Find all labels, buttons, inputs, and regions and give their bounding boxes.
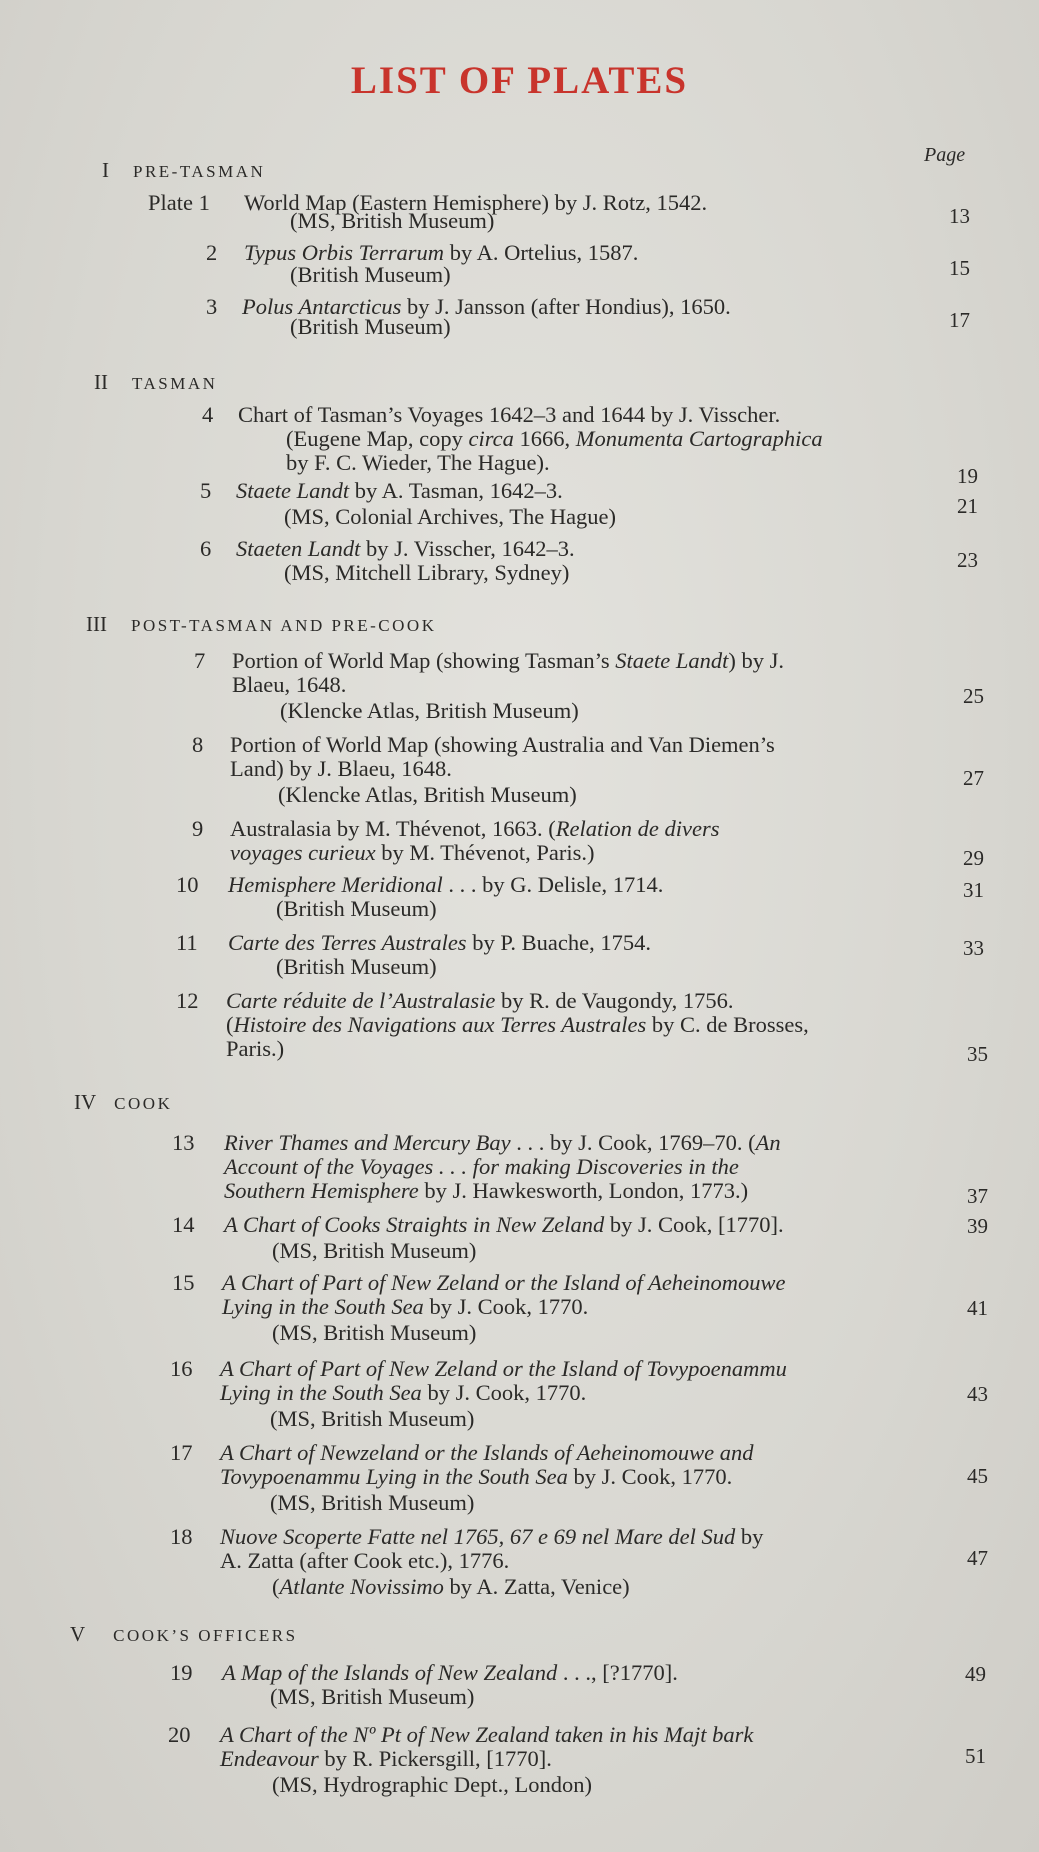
plate-number: 19 [170, 1660, 193, 1685]
plate-source: (Eugene Map, copy [286, 426, 469, 451]
plate-number: 12 [176, 988, 199, 1013]
page-number: 35 [967, 1042, 988, 1066]
page-number: 51 [965, 1744, 986, 1768]
page-number: 47 [967, 1546, 988, 1570]
plate-description: . . . by J. Cook, 1769–70. ( [510, 1130, 756, 1155]
page-number: 29 [963, 846, 984, 870]
plate-source: (MS, British Museum) [270, 1406, 475, 1431]
plate-source: by F. C. Wieder, The Hague). [286, 450, 550, 475]
plate-title: Typus Orbis Terrarum [244, 240, 445, 265]
plate-source: (British Museum) [276, 896, 437, 921]
plate-number: 17 [170, 1440, 193, 1465]
plate-title: voyages curieux [230, 840, 376, 865]
page-number: 31 [963, 878, 984, 902]
page-number: 37 [967, 1184, 988, 1208]
plate-description: by J. Jansson (after Hondius), 1650. [401, 294, 731, 319]
plate-title: Endeavour [220, 1746, 319, 1771]
section-heading-4 [74, 1090, 172, 1115]
plate-description: by J. Cook, 1770. [421, 1380, 587, 1405]
plate-source: 1666, [513, 426, 576, 451]
page-number: 17 [949, 308, 970, 332]
section-title: POST-TASMAN AND PRE-COOK [130, 616, 437, 635]
plate-number: 18 [170, 1524, 193, 1549]
plate-title: Lying in the South Sea [222, 1294, 424, 1319]
plate-source: (British Museum) [276, 954, 437, 979]
section-title: TASMAN [132, 374, 218, 393]
plate-source: (British Museum) [290, 314, 451, 339]
page-number: 27 [963, 766, 984, 790]
section-numeral: IV [74, 1090, 97, 1114]
plate-description: by C. de Brosses, [646, 1012, 809, 1037]
plate-title: Histoire des Navigations aux Terres Australes [233, 1012, 647, 1037]
plate-source-italic: Monumenta Cartographica [575, 426, 823, 451]
section-heading-1 [102, 158, 265, 183]
page-number: 19 [957, 464, 978, 488]
plate-description: by J. Cook, [1770]. [604, 1212, 784, 1237]
page-number: 25 [963, 684, 984, 708]
plate-number: 7 [194, 648, 206, 673]
plate-source: (MS, British Museum) [270, 1490, 475, 1515]
plate-number: 11 [176, 930, 198, 955]
plate-number: Plate 1 [148, 190, 210, 215]
section-title: COOK [114, 1094, 173, 1113]
plate-title: Staeten Landt [236, 536, 361, 561]
plate-title: A Map of the Islands of New Zealand [222, 1660, 558, 1685]
page-number: 15 [949, 256, 970, 280]
plate-title: Relation de divers [555, 816, 720, 841]
plate-source: (MS, British Museum) [272, 1238, 477, 1263]
plate-source: (MS, British Museum) [290, 208, 495, 233]
plate-number: 5 [200, 478, 212, 503]
plate-description: Portion of World Map (showing Tasman’s [232, 648, 616, 673]
plate-title: Nuove Scoperte Fatte nel 1765, 67 e 69 nel Mare del Sud [220, 1524, 736, 1549]
plate-title: Staete Landt [236, 478, 350, 503]
plate-description: Blaeu, 1648. [232, 672, 347, 697]
plate-number: 6 [200, 536, 212, 561]
plate-description: by R. de Vaugondy, 1756. [495, 988, 734, 1013]
plate-number: 8 [192, 732, 204, 757]
plate-description: World Map (Eastern Hemisphere) by J. Rotz, 1542. [244, 190, 708, 215]
page-number: 45 [967, 1464, 988, 1488]
plate-title: Tovypoenammu Lying in the South Sea [220, 1464, 568, 1489]
plate-title: A Chart of the Nº Pt of New Zealand taken in his Majt bark [220, 1722, 754, 1747]
plate-description: ( [226, 1012, 234, 1037]
plate-title: Lying in the South Sea [220, 1380, 422, 1405]
plate-description: by R. Pickersgill, [1770]. [318, 1746, 552, 1771]
plate-source-italic: Atlante Novissimo [279, 1574, 444, 1599]
plate-description: by J. Cook, 1770. [423, 1294, 589, 1319]
plate-title: A Chart of Part of New Zeland or the Island of Aeheinomouwe [222, 1270, 786, 1295]
plate-title: Carte réduite de l’Australasie [226, 988, 496, 1013]
plate-description: by J. Cook, 1770. [567, 1464, 733, 1489]
plate-description: by M. Thévenot, Paris.) [375, 840, 595, 865]
plate-title: Account of the Voyages . . . for making Discoveries in the [224, 1154, 739, 1179]
section-numeral: II [94, 370, 108, 394]
plate-number: 16 [170, 1356, 193, 1381]
plate-source: (MS, British Museum) [272, 1320, 477, 1345]
section-numeral: III [86, 612, 107, 636]
page-number: 41 [967, 1296, 988, 1320]
section-heading-3 [86, 612, 436, 637]
plate-source: (MS, British Museum) [270, 1684, 475, 1709]
plate-number: 9 [192, 816, 204, 841]
page-column-header: Page [924, 144, 966, 166]
plate-number: 3 [206, 294, 218, 319]
plate-description: by A. Tasman, 1642–3. [349, 478, 563, 503]
plate-number: 10 [176, 872, 199, 897]
section-numeral: V [70, 1622, 86, 1646]
plate-title: A Chart of Newzeland or the Islands of Aeheinomouwe and [220, 1440, 754, 1465]
plate-description: Portion of World Map (showing Australia and Van Diemen’s [230, 732, 775, 757]
plate-description: ) by J. [728, 648, 785, 673]
plate-description: Australasia by M. Thévenot, 1663. ( [230, 816, 556, 841]
page-number: 49 [965, 1662, 986, 1686]
page-number: 33 [963, 936, 984, 960]
plate-description: by J. Hawkesworth, London, 1773.) [418, 1178, 749, 1203]
plate-title: Carte des Terres Australes [228, 930, 467, 955]
section-heading-2 [94, 370, 217, 395]
plate-source: (MS, Mitchell Library, Sydney) [284, 560, 570, 585]
plate-number: 14 [172, 1212, 195, 1237]
plate-number: 4 [202, 402, 214, 427]
plate-description: by [735, 1524, 764, 1549]
plate-description: . . . by G. Delisle, 1714. [442, 872, 664, 897]
section-heading-5 [70, 1622, 298, 1647]
plate-title: Southern Hemisphere [224, 1178, 419, 1203]
plate-description: by P. Buache, 1754. [466, 930, 651, 955]
page-number: 39 [967, 1214, 988, 1238]
plate-description: by A. Ortelius, 1587. [444, 240, 639, 265]
plate-title: Staete Landt [615, 648, 729, 673]
plate-source: (Klencke Atlas, British Museum) [280, 698, 579, 723]
plate-title: An [755, 1130, 781, 1155]
plate-description: . . ., [?1770]. [557, 1660, 678, 1685]
plate-description: A. Zatta (after Cook etc.), 1776. [220, 1548, 510, 1573]
page-number: 13 [949, 204, 970, 228]
page-title: LIST OF PLATES [350, 59, 689, 102]
plate-source: (MS, Hydrographic Dept., London) [272, 1772, 592, 1797]
plate-description: Chart of Tasman’s Voyages 1642–3 and 1644 by J. Visscher. [238, 402, 781, 427]
section-title: PRE-TASMAN [133, 162, 266, 181]
plate-description: Land) by J. Blaeu, 1648. [230, 756, 452, 781]
plate-description: Paris.) [226, 1036, 285, 1061]
plate-title: A Chart of Part of New Zeland or the Island of Tovypoenammu [220, 1356, 787, 1381]
plate-source-italic: circa [468, 426, 514, 451]
page-number: 43 [967, 1382, 988, 1406]
plate-source: by A. Zatta, Venice) [443, 1574, 630, 1599]
plate-title: A Chart of Cooks Straights in New Zeland [224, 1212, 605, 1237]
plate-title: River Thames and Mercury Bay [224, 1130, 511, 1155]
section-numeral: I [102, 158, 109, 182]
plate-number: 15 [172, 1270, 195, 1295]
section-title: COOK’S OFFICERS [113, 1626, 298, 1645]
plate-source: (Klencke Atlas, British Museum) [278, 782, 577, 807]
page-number: 21 [957, 494, 978, 518]
plate-source: (British Museum) [290, 262, 451, 287]
plate-source: ( [272, 1574, 280, 1599]
plate-number: 2 [206, 240, 218, 265]
plate-number: 13 [172, 1130, 195, 1155]
plate-title: Polus Antarcticus [242, 294, 402, 319]
plate-title: Hemisphere Meridional [228, 872, 443, 897]
plate-description: by J. Visscher, 1642–3. [360, 536, 575, 561]
plate-number: 20 [168, 1722, 191, 1747]
page-number: 23 [957, 548, 978, 572]
plate-source: (MS, Colonial Archives, The Hague) [284, 504, 617, 529]
